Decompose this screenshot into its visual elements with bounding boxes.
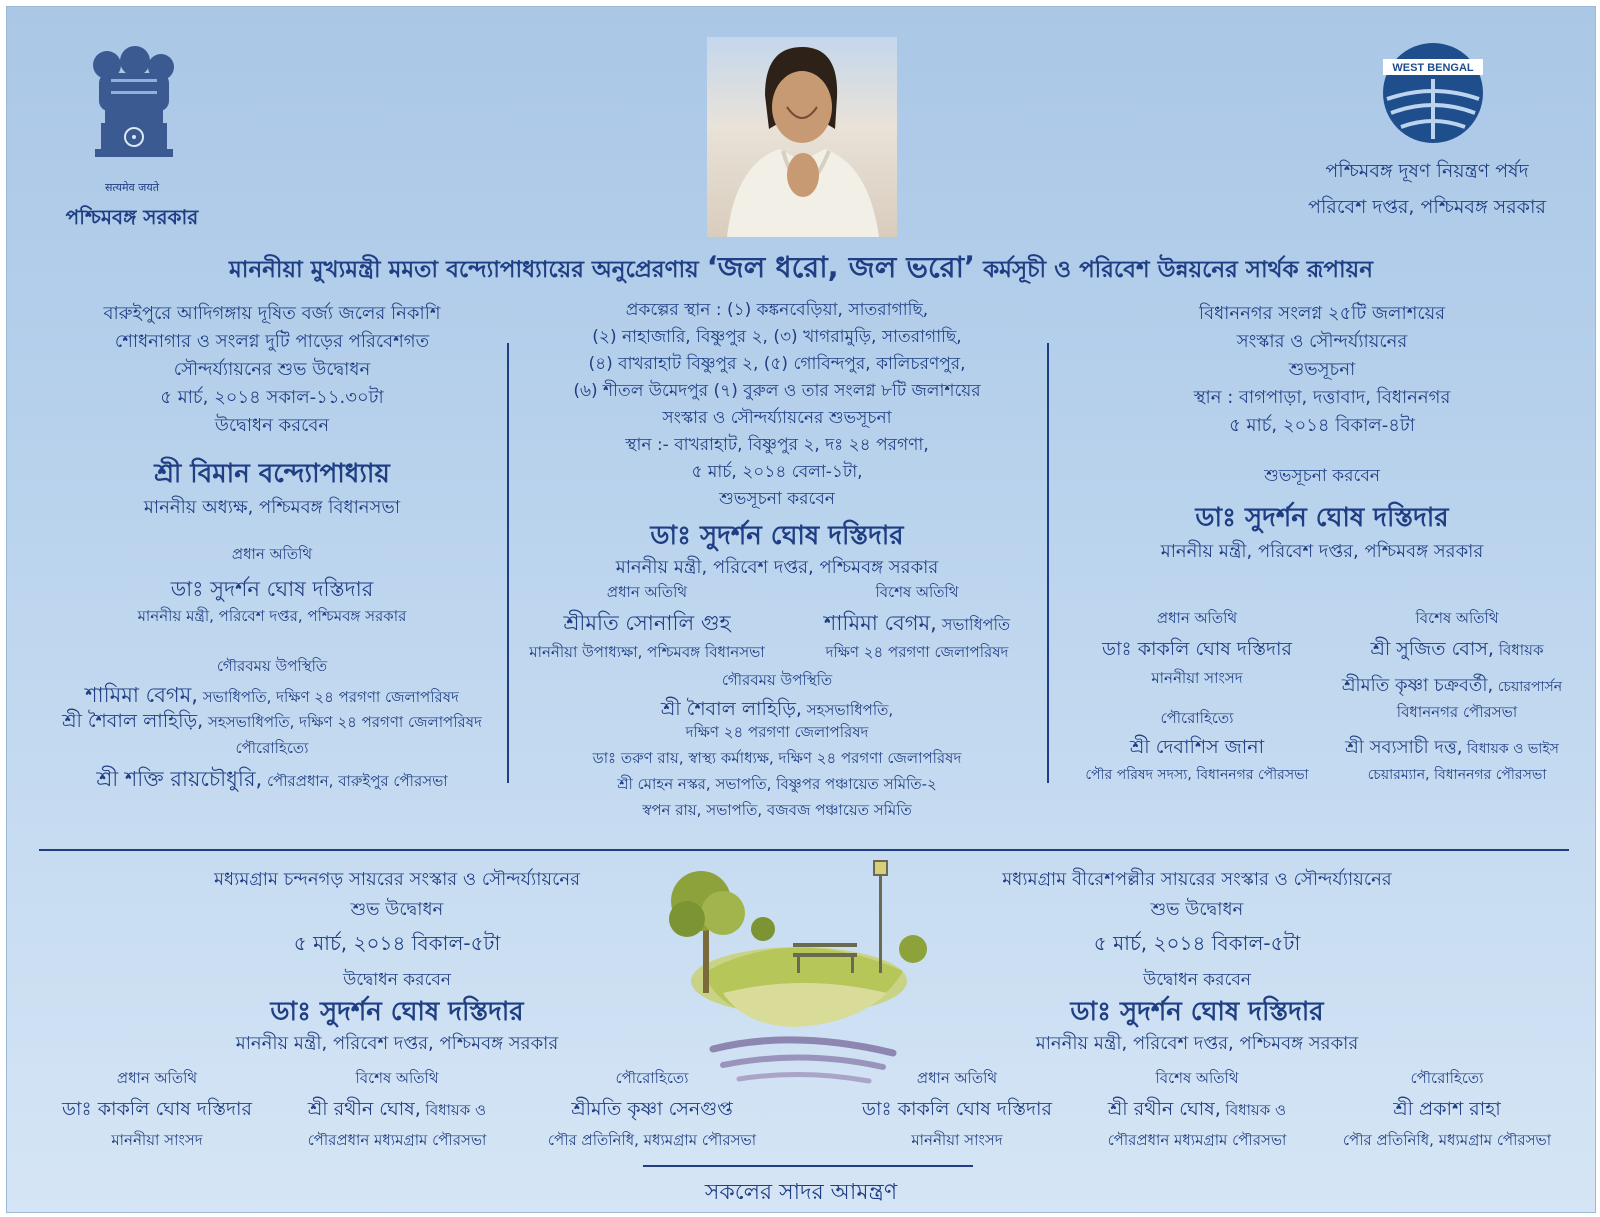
right-special-3-name: শ্রী সব্যসাচী দত্ত,	[1345, 737, 1463, 758]
bl-special-heading: বিশেষ অতিথি	[355, 1069, 439, 1087]
bl-guest-title: মাননীয়া সাংসদ	[111, 1131, 203, 1149]
right-special-2	[1317, 671, 1587, 702]
right-special-2-name: শ্রীমতি কৃষ্ণা চক্রবর্তী,	[1341, 675, 1494, 696]
br-line-2: শুভ উদ্বোধন	[1150, 899, 1244, 920]
divider-right	[1047, 343, 1049, 783]
left-presence-heading: গৌরবময় উপস্থিতি	[216, 657, 328, 675]
logo-text: WEST BENGAL	[1392, 62, 1474, 74]
right-special-1	[1327, 635, 1587, 667]
center-chief-name: ডাঃ সুদর্শন ঘোষ দস্তিদার	[650, 521, 904, 551]
left-chief-title: মাননীয় অধ্যক্ষ, পশ্চিমবঙ্গ বিধানসভা	[143, 497, 401, 518]
br-special-title: পৌরপ্রধান মধ্যমগ্রাম পৌরসভা	[1107, 1131, 1287, 1149]
center-launched-by: শুভসূচনা করবেন	[719, 489, 835, 509]
invitation-card	[6, 6, 1596, 1213]
left-chief-name: শ্রী বিমান বন্দ্যোপাধ্যায়	[154, 459, 390, 489]
right-guest-heading: প্রধান অতিথি	[1156, 609, 1238, 627]
center-special-heading: বিশেষ অতিথি	[875, 583, 959, 601]
board-dept: পরিবেশ দপ্তর, পশ্চিমবঙ্গ সরকার	[1308, 196, 1546, 218]
left-priest-heading: পৌরোহিত্যে	[235, 739, 309, 757]
right-special-1-name: শ্রী সুজিত বোস,	[1370, 638, 1494, 660]
pollution-board-block	[1277, 35, 1577, 225]
br-special	[1077, 1095, 1317, 1127]
br-guest-heading: প্রধান অতিথি	[916, 1069, 998, 1087]
board-name: পশ্চিমবঙ্গ দূষণ নিয়ন্ত্রণ পর্ষদ	[1325, 160, 1529, 182]
bl-priest-heading: পৌরোহিত্যে	[615, 1069, 689, 1087]
left-date: ৫ মার্চ, ২০১৪ সকাল-১১.৩০টা	[160, 387, 384, 408]
headline-pre: মাননীয়া মুখ্যমন্ত্রী মমতা বন্দ্যোপাধ্যায়ের অনুপ্রেরণায়	[229, 257, 699, 283]
right-special-1-title: বিধায়ক	[1493, 641, 1544, 659]
left-presence-1-title: সভাধিপতি, দক্ষিণ ২৪ পরগণা জেলাপরিষদ	[197, 688, 459, 706]
right-line-1: বিধাননগর সংলগ্ন ২৫টি জলাশয়ের	[1198, 303, 1446, 324]
left-guest-name: ডাঃ সুদর্শন ঘোষ দস্তিদার	[170, 577, 374, 601]
right-guest-name: ডাঃ কাকলি ঘোষ দস্তিদার	[1102, 638, 1292, 660]
right-guest-title: মাননীয়া সাংসদ	[1151, 669, 1243, 687]
br-special-heading: বিশেষ অতিথি	[1155, 1069, 1239, 1087]
west-bengal-pollution-board-logo-icon	[1277, 35, 1577, 145]
left-presence-1-name: শামিমা বেগম,	[85, 683, 198, 707]
left-priest	[37, 763, 507, 798]
bl-special-title: পৌরপ্রধান মধ্যমগ্রাম পৌরসভা	[307, 1131, 487, 1149]
left-presence-2	[37, 707, 507, 739]
bl-guest-heading: প্রধান অতিথি	[116, 1069, 198, 1087]
right-chief-name: ডাঃ সুদর্শন ঘোষ দস্তিদার	[1195, 503, 1449, 533]
center-presence-4: স্বপন রায়, সভাপতি, বজবজ পঞ্চায়েত সমিতি	[642, 801, 912, 819]
center-guest-title: মাননীয়া উপাধ্যক্ষা, পশ্চিমবঙ্গ বিধানসভা	[529, 643, 765, 661]
bl-priest-name: শ্রীমতি কৃষ্ণা সেনগুপ্ত	[571, 1098, 733, 1120]
br-priest-title: পৌর প্রতিনিধি, মধ্যমগ্রাম পৌরসভা	[1342, 1131, 1552, 1149]
br-priest-heading: পৌরোহিত্যে	[1410, 1069, 1484, 1087]
center-presence-2: ডাঃ তরুণ রায়, স্বাস্থ্য কর্মাধ্যক্ষ, দক্ষিণ ২৪ পরগণা জেলাপরিষদ	[592, 749, 962, 767]
left-guest-heading: প্রধান অতিথি	[231, 545, 313, 563]
center-line-7: ৫ মার্চ, ২০১৪ বেলা-১টা,	[691, 462, 863, 482]
footer-divider	[643, 1165, 973, 1167]
right-line-4: স্থান : বাগপাড়া, দত্তাবাদ, বিধাননগর	[1193, 387, 1451, 408]
left-presence-2-name: শ্রী শৈবাল লাহিড়ি,	[62, 710, 204, 732]
bl-special-title-inline: বিধায়ক ও	[420, 1101, 487, 1119]
bl-guest-name: ডাঃ কাকলি ঘোষ দস্তিদার	[62, 1098, 252, 1120]
right-priest-name: শ্রী দেবাশিস জানা	[1129, 736, 1265, 758]
headline-post: কর্মসূচী ও পরিবেশ উন্নয়নের সার্থক রূপায়ন	[983, 257, 1373, 283]
govt-name: পশ্চিমবঙ্গ সরকার	[65, 205, 199, 229]
center-special	[797, 607, 1037, 642]
bl-priest-title: পৌর প্রতিনিধি, মধ্যমগ্রাম পৌরসভা	[547, 1131, 757, 1149]
bl-special	[277, 1095, 517, 1127]
center-guest-name: শ্রীমতি সোনালি গুহ	[563, 611, 731, 635]
left-priest-name: শ্রী শক্তি রায়চৌধুরি,	[96, 767, 263, 791]
right-special-2-title: চেয়ারপার্সন	[1493, 679, 1563, 695]
bl-line-1: মধ্যমগ্রাম চন্দনগড় সায়রের সংস্কার ও সৌন্দর্য্যায়নের	[214, 869, 580, 890]
chief-minister-portrait	[707, 37, 897, 237]
footer-invitation: সকলের সাদর আমন্ত্রণ	[704, 1180, 898, 1205]
right-special-3	[1317, 733, 1587, 764]
bl-special-name: শ্রী রথীন ঘোষ,	[307, 1098, 421, 1120]
left-line-1: বারুইপুরে আদিগঙ্গায় দূষিত বর্জ্য জলের নিকাশি	[103, 303, 441, 324]
center-special-title-inline: সভাধিপতি	[936, 615, 1011, 634]
left-line-2: শোধনাগার ও সংলগ্ন দুটি পাড়ের পরিবেশগত	[114, 331, 430, 352]
left-inaugurated-by: উদ্বোধন করবেন	[214, 415, 330, 436]
bl-chief-name: ডাঃ সুদর্শন ঘোষ দস্তিদার	[270, 997, 524, 1027]
br-guest-name: ডাঃ কাকলি ঘোষ দস্তিদার	[862, 1098, 1052, 1120]
emblem-motto: सत्यमेव जयते	[104, 181, 159, 194]
center-line-6: স্থান :- বাখরাহাট, বিষ্ণুপুর ২, দঃ ২৪ পরগণা,	[625, 435, 929, 455]
right-special-heading: বিশেষ অতিথি	[1415, 609, 1499, 627]
park-illustration-icon	[643, 853, 943, 1093]
br-guest-title: মাননীয়া সাংসদ	[911, 1131, 1003, 1149]
center-line-3: (৪) বাখরাহাট বিষ্ণুপুর ২, (৫) গোবিন্দপুর, কালিচরণপুর,	[588, 354, 966, 374]
br-chief-name: ডাঃ সুদর্শন ঘোষ দস্তিদার	[1070, 997, 1324, 1027]
left-line-3: সৌন্দর্য্যায়নের শুভ উদ্বোধন	[173, 359, 371, 380]
right-special-3-title2: চেয়ারম্যান, বিধাননগর পৌরসভা	[1367, 767, 1547, 783]
br-inaugurated-by: উদ্বোধন করবেন	[1143, 970, 1251, 990]
left-presence-2-title: সহসভাধিপতি, দক্ষিণ ২৪ পরগণা জেলাপরিষদ	[203, 713, 482, 731]
right-special-3-title: বিধায়ক ও ভাইস	[1462, 741, 1559, 757]
right-date: ৫ মার্চ, ২০১৪ বিকাল-৪টা	[1229, 415, 1415, 436]
center-guest-heading: প্রধান অতিথি	[606, 583, 688, 601]
headline-quote: ‘জল ধরো, জল ভরো’	[706, 250, 976, 284]
center-line-4: (৬) শীতল উমেদপুর (৭) বুরুল ও তার সংলগ্ন ৮টি জলাশয়ের	[573, 381, 981, 401]
br-priest-name: শ্রী প্রকাশ রাহা	[1393, 1098, 1501, 1120]
center-special-name: শামিমা বেগম,	[823, 611, 937, 635]
center-presence-3: শ্রী মোহন নস্কর, সভাপতি, বিষ্ণুপর পঞ্চায়েত সমিতি-২	[617, 775, 937, 793]
right-priest-heading: পৌরোহিত্যে	[1160, 709, 1234, 727]
center-presence-1-title: সহসভাধিপতি,	[801, 701, 894, 719]
bl-chief-title: মাননীয় মন্ত্রী, পরিবেশ দপ্তর, পশ্চিমবঙ্গ সরকার	[235, 1033, 559, 1054]
govt-emblem-block	[47, 43, 217, 236]
right-chief-title: মাননীয় মন্ত্রী, পরিবেশ দপ্তর, পশ্চিমবঙ্গ সরকার	[1160, 541, 1484, 562]
center-presence-heading: গৌরবময় উপস্থিতি	[721, 671, 833, 689]
bl-line-2: শুভ উদ্বোধন	[350, 899, 444, 920]
center-chief-title: মাননীয় মন্ত্রী, পরিবেশ দপ্তর, পশ্চিমবঙ্গ সরকার	[615, 557, 939, 578]
right-special-2-title2: বিধাননগর পৌরসভা	[1396, 703, 1518, 721]
right-priest-title: পৌর পরিষদ সদস্য, বিধাননগর পৌরসভা	[1085, 767, 1309, 783]
center-line-5: সংস্কার ও সৌন্দর্য্যায়নের শুভসূচনা	[662, 408, 892, 428]
left-priest-title: পৌরপ্রধান, বারুইপুর পৌরসভা	[262, 772, 448, 790]
headline	[7, 245, 1595, 294]
left-guest-title: মাননীয় মন্ত্রী, পরিবেশ দপ্তর, পশ্চিমবঙ্গ সরকার	[137, 607, 407, 625]
ashoka-emblem-icon	[47, 43, 217, 178]
br-special-name: শ্রী রথীন ঘোষ,	[1107, 1098, 1221, 1120]
br-chief-title: মাননীয় মন্ত্রী, পরিবেশ দপ্তর, পশ্চিমবঙ্গ সরকার	[1035, 1033, 1359, 1054]
br-line-1: মধ্যমগ্রাম বীরেশপল্লীর সায়রের সংস্কার ও সৌন্দর্য্যায়নের	[1002, 869, 1392, 890]
center-presence-1-name: শ্রী শৈবাল লাহিড়ি,	[660, 698, 802, 720]
br-date: ৫ মার্চ, ২০১৪ বিকাল-৫টা	[1093, 931, 1301, 955]
center-presence-1-title2: দক্ষিণ ২৪ পরগণা জেলাপরিষদ	[685, 723, 869, 741]
right-launched-by: শুভসূচনা করবেন	[1264, 466, 1380, 486]
right-line-3: শুভসূচনা	[1288, 359, 1356, 380]
center-line-2: (২) নাহাজারি, বিষ্ণুপুর ২, (৩) খাগরামুড়ি, সাতরাগাছি,	[592, 327, 962, 347]
br-special-title-inline: বিধায়ক ও	[1220, 1101, 1287, 1119]
bl-inaugurated-by: উদ্বোধন করবেন	[343, 970, 451, 990]
center-line-1: প্রকল্পের স্থান : (১) কঙ্কনবেড়িয়া, সাতরাগাছি,	[625, 300, 929, 320]
center-special-title: দক্ষিণ ২৪ পরগণা জেলাপরিষদ	[825, 643, 1009, 661]
section-divider	[39, 849, 1569, 851]
bl-date: ৫ মার্চ, ২০১৪ বিকাল-৫টা	[293, 931, 501, 955]
right-line-2: সংস্কার ও সৌন্দর্য্যায়নের	[1236, 331, 1408, 352]
